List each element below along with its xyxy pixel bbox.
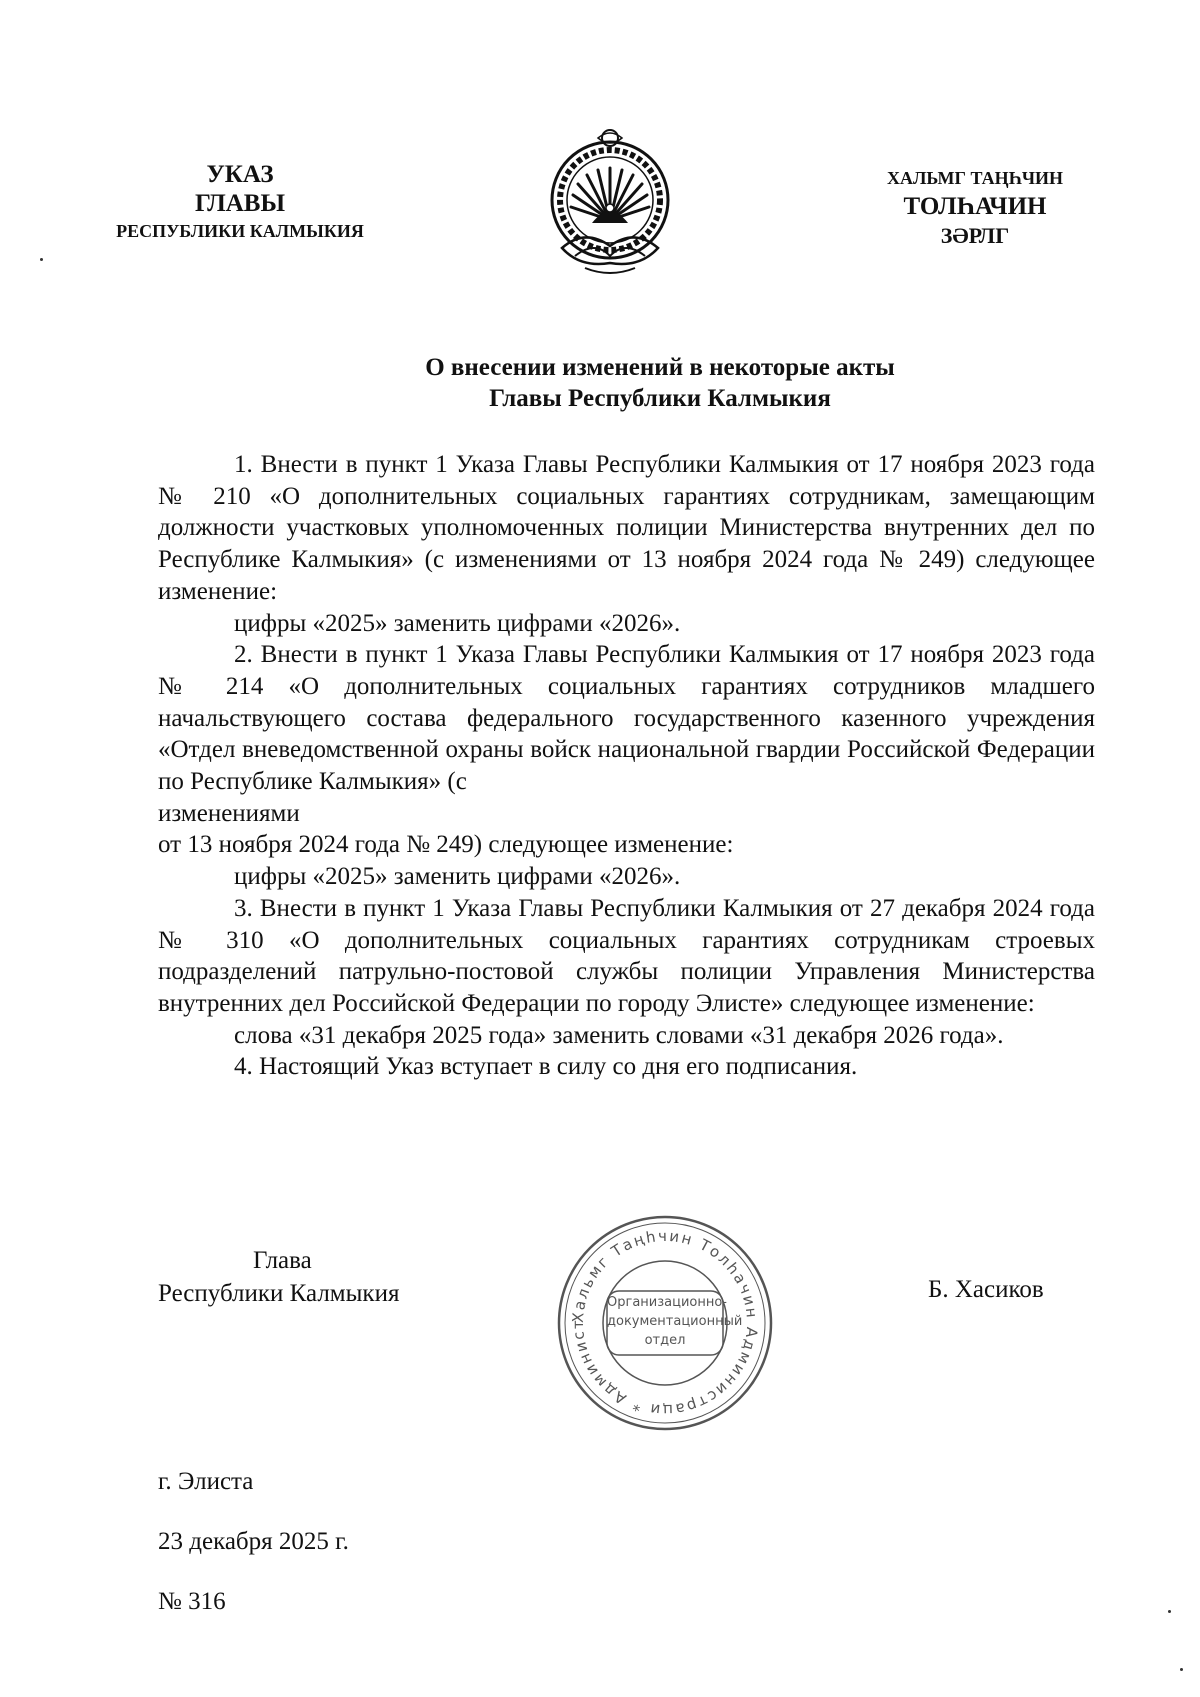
paragraph-2-change: цифры «2025» заменить цифрами «2026». xyxy=(234,863,681,891)
scan-speck xyxy=(1180,1668,1183,1671)
document-body xyxy=(158,449,1095,1083)
title-line2: Главы Республики Калмыкия xyxy=(489,385,831,412)
footer-city: г. Элиста xyxy=(158,1468,254,1495)
header-left xyxy=(90,160,390,245)
seal-inner-line1: Организационно- xyxy=(607,1295,728,1310)
scan-speck xyxy=(1168,1610,1171,1613)
official-seal xyxy=(555,1213,775,1433)
header-left-line3: РЕСПУБЛИКИ КАЛМЫКИЯ xyxy=(116,221,364,241)
paragraph-2-continuation-1: изменениями xyxy=(158,799,300,827)
seal-ring-text: Хальмг Таңһчин Толһачин Администраци * Админист xyxy=(568,1226,762,1420)
document-title xyxy=(380,352,940,414)
footer-number: № 316 xyxy=(158,1588,226,1615)
signature-position-line2: Республики Калмыкия xyxy=(158,1280,400,1307)
header-right-line3: ЗӘРЛГ xyxy=(940,223,1010,248)
paragraph-4: 4. Настоящий Указ вступает в силу со дня его подписания. xyxy=(234,1053,858,1081)
header-right-line2: ТОЛҺАЧИН xyxy=(903,193,1047,220)
coat-of-arms-emblem-icon xyxy=(540,128,680,288)
signatory-name: Б. Хасиков xyxy=(928,1276,1044,1303)
scan-speck xyxy=(40,258,43,261)
seal-inner-text xyxy=(607,1293,743,1350)
signature-position xyxy=(158,1244,399,1310)
header-left-line1: УКАЗ xyxy=(206,161,274,188)
paragraph-1-change: цифры «2025» заменить цифрами «2026». xyxy=(234,609,681,637)
seal-inner-line3: отдел xyxy=(644,1333,686,1348)
header-right-line1: ХАЛЬМГ ТАҢҺЧИН xyxy=(886,168,1064,188)
seal-inner-line2: документационный xyxy=(607,1314,743,1329)
header-left-line2: ГЛАВЫ xyxy=(194,190,286,217)
paragraph-3-change: слова «31 декабря 2025 года» заменить словами «31 декабря 2026 года». xyxy=(234,1021,1004,1049)
paragraph-1: 1. Внести в пункт 1 Указа Главы Республики Калмыкия от 17 ноября 2023 года № 210 «О дополнительных социальных гарантиях сотрудникам, замещающим должности участковых уполномоченных полиции Министерства внутренних дел по Республике Калмыкия» (с изменениями от 13 ноября 2024 года № 249) следующее изменение: xyxy=(158,451,1095,605)
signature-position-line1: Глава xyxy=(253,1247,312,1274)
title-line1: О внесении изменений в некоторые акты xyxy=(425,354,895,381)
header-right xyxy=(855,165,1095,251)
paragraph-3: 3. Внести в пункт 1 Указа Главы Республики Калмыкия от 27 декабря 2024 года № 310 «О дополнительных социальных гарантиях сотрудникам строевых подразделений патрульно-постовой службы полиции Управления Министерства внутренних дел Российской Федерации по городу Элисте» следующее изменение: xyxy=(158,894,1095,1017)
paragraph-2: 2. Внести в пункт 1 Указа Главы Республики Калмыкия от 17 ноября 2023 года № 214 «О дополнительных социальных гарантиях сотрудников младшего начальствующего состава федерального государственного казенного учреждения «Отдел вневедомственной охраны войск национальной гвардии Российской Федерации по Республике Калмыкия» (с xyxy=(158,641,1095,796)
footer-date: 23 декабря 2025 г. xyxy=(158,1528,349,1555)
paragraph-2-continuation-2: от 13 ноября 2024 года № 249) следующее изменение: xyxy=(158,831,734,859)
